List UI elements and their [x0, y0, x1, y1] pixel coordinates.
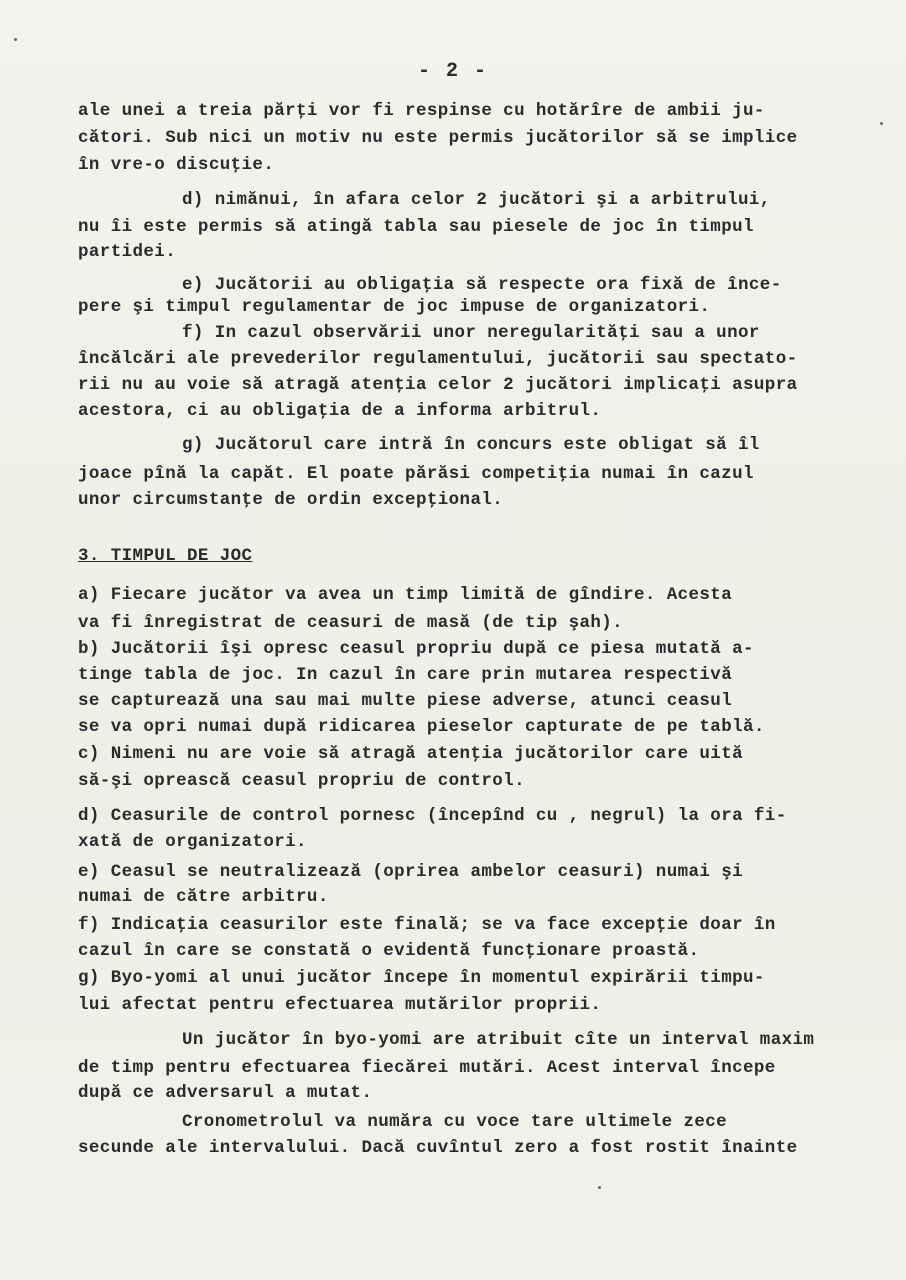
text-line: tinge tabla de joc. In cazul în care prin mutarea respectivă	[78, 665, 733, 685]
text-line: secunde ale intervalului. Dacă cuvîntul zero a fost rostit înainte	[78, 1138, 798, 1158]
text-line: f) In cazul observării unor neregularităţi sau a unor	[182, 323, 760, 343]
text-line: acestora, ci au obligaţia de a informa arbitrul.	[78, 401, 602, 421]
text-line: lui afectat pentru efectuarea mutărilor proprii.	[78, 995, 602, 1015]
text-line: pere şi timpul regulamentar de joc impuse de organizatori.	[78, 297, 711, 317]
text-line: d) Ceasurile de control pornesc (începînd cu , negrul) la ora fi-	[78, 806, 787, 826]
text-line: nu îi este permis să atingă tabla sau piesele de joc în timpul	[78, 217, 754, 237]
text-line: cători. Sub nici un motiv nu este permis jucătorilor să se implice	[78, 128, 798, 148]
text-line: e) Jucătorii au obligaţia să respecte ora fixă de înce-	[182, 275, 782, 295]
text-line: numai de către arbitru.	[78, 887, 329, 907]
text-line: ale unei a treia părţi vor fi respinse cu hotărîre de ambii ju-	[78, 101, 765, 121]
text-line: e) Ceasul se neutralizează (oprirea ambelor ceasuri) numai şi	[78, 862, 744, 882]
text-line: unor circumstanţe de ordin excepţional.	[78, 490, 504, 510]
text-line: d) nimănui, în afara celor 2 jucători şi a arbitrului,	[182, 190, 771, 210]
text-line: xată de organizatori.	[78, 832, 307, 852]
text-line: se capturează una sau mai multe piese adverse, atunci ceasul	[78, 691, 733, 711]
text-line: a) Fiecare jucător va avea un timp limită de gîndire. Acesta	[78, 585, 733, 605]
section-heading: 3. TIMPUL DE JOC	[78, 546, 253, 566]
text-line: f) Indicaţia ceasurilor este finală; se va face excepţie doar în	[78, 915, 776, 935]
text-line: b) Jucătorii îşi opresc ceasul propriu după ce piesa mutată a-	[78, 639, 754, 659]
text-line: Cronometrolul va număra cu voce tare ultimele zece	[182, 1112, 728, 1132]
text-line: de timp pentru efectuarea fiecărei mutări. Acest interval începe	[78, 1058, 776, 1078]
text-line: cazul în care se constată o evidentă funcţionare proastă.	[78, 941, 700, 961]
paper-speck	[14, 38, 17, 41]
text-line: g) Jucătorul care intră în concurs este obligat să îl	[182, 435, 760, 455]
text-line: în vre-o discuţie.	[78, 155, 275, 175]
paper-speck	[880, 122, 883, 125]
text-line: g) Byo-yomi al unui jucător începe în momentul expirării timpu-	[78, 968, 765, 988]
text-line: joace pînă la capăt. El poate părăsi competiţia numai în cazul	[78, 464, 754, 484]
paper-speck	[598, 1186, 601, 1189]
page-number: - 2 -	[417, 60, 488, 83]
text-line: va fi înregistrat de ceasuri de masă (de tip şah).	[78, 613, 624, 633]
text-line: se va opri numai după ridicarea pieselor capturate de pe tablă.	[78, 717, 765, 737]
text-line: să-şi oprească ceasul propriu de control.	[78, 771, 525, 791]
text-line: c) Nimeni nu are voie să atragă atenţia jucătorilor care uită	[78, 744, 744, 764]
text-line: încălcări ale prevederilor regulamentului, jucătorii sau spectato-	[78, 349, 798, 369]
text-line: partidei.	[78, 242, 177, 262]
text-line: Un jucător în byo-yomi are atribuit cîte un interval maxim	[182, 1030, 815, 1050]
text-line: rii nu au voie să atragă atenţia celor 2 jucători implicaţi asupra	[78, 375, 798, 395]
text-line: după ce adversarul a mutat.	[78, 1083, 373, 1103]
